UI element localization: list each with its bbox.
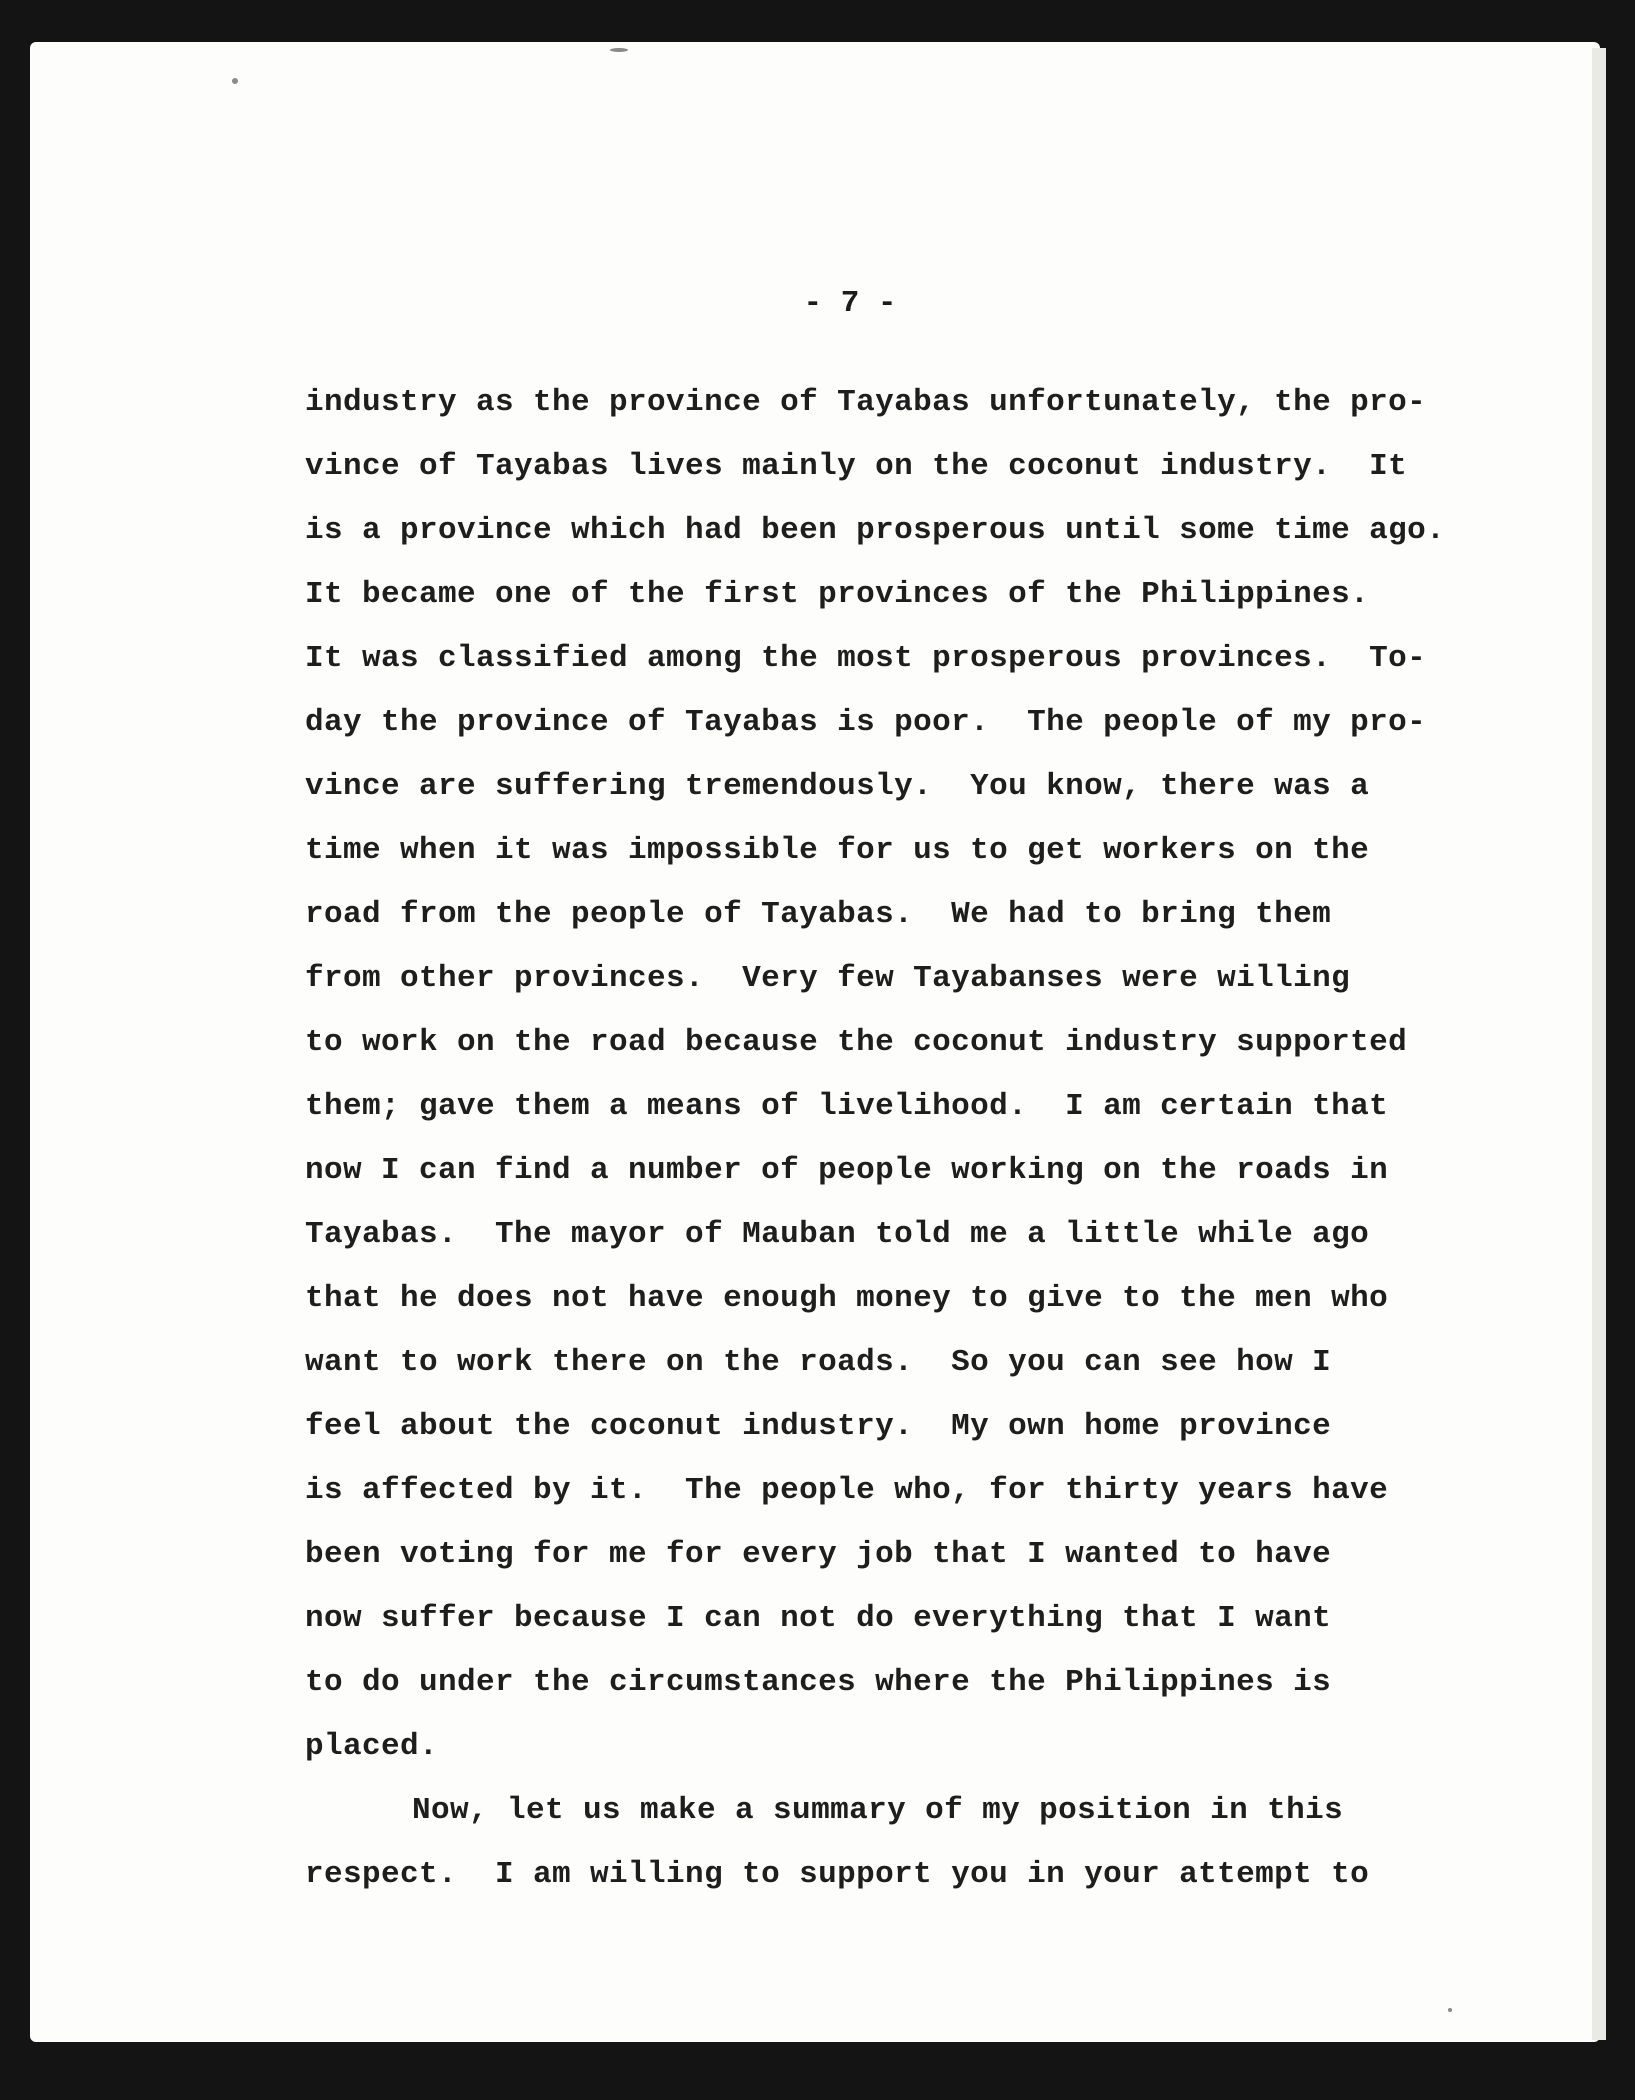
- body-line: now suffer because I can not do everything that I want: [305, 1601, 1332, 1636]
- body-line: respect. I am willing to support you in your attempt to: [305, 1857, 1370, 1892]
- body-line: that he does not have enough money to give to the men who: [305, 1281, 1389, 1316]
- scan-speck: [1448, 2008, 1452, 2012]
- body-line: day the province of Tayabas is poor. The people of my pro-: [305, 705, 1427, 740]
- body-line: to do under the circumstances where the Philippines is: [305, 1665, 1332, 1700]
- body-line: to work on the road because the coconut industry supported: [305, 1025, 1408, 1060]
- body-line: is a province which had been prosperous until some time ago.: [305, 513, 1446, 548]
- body-line: Tayabas. The mayor of Mauban told me a little while ago: [305, 1217, 1370, 1252]
- body-line: vince are suffering tremendously. You know, there was a: [305, 769, 1370, 804]
- scan-speck: [610, 48, 628, 52]
- body-line: placed.: [305, 1729, 439, 1764]
- body-line: from other provinces. Very few Tayabanses were willing: [305, 961, 1351, 996]
- body-line: time when it was impossible for us to get workers on the: [305, 833, 1370, 868]
- body-line: industry as the province of Tayabas unfortunately, the pro-: [305, 385, 1427, 420]
- body-line: is affected by it. The people who, for thirty years have: [305, 1473, 1389, 1508]
- page-number: - 7 -: [803, 286, 897, 321]
- body-line: been voting for me for every job that I wanted to have: [305, 1537, 1332, 1572]
- body-line: It was classified among the most prosperous provinces. To-: [305, 641, 1427, 676]
- body-line: feel about the coconut industry. My own home province: [305, 1409, 1332, 1444]
- paragraph-first-line: Now, let us make a summary of my position in this: [412, 1793, 1344, 1828]
- body-line: now I can find a number of people working on the roads in: [305, 1153, 1389, 1188]
- body-line: vince of Tayabas lives mainly on the coconut industry. It: [305, 449, 1408, 484]
- body-line: want to work there on the roads. So you can see how I: [305, 1345, 1332, 1380]
- page-edge: [1592, 48, 1606, 2040]
- body-line: It became one of the first provinces of the Philippines.: [305, 577, 1370, 612]
- body-line: road from the people of Tayabas. We had to bring them: [305, 897, 1332, 932]
- body-line: them; gave them a means of livelihood. I am certain that: [305, 1089, 1389, 1124]
- scan-speck: [232, 78, 238, 84]
